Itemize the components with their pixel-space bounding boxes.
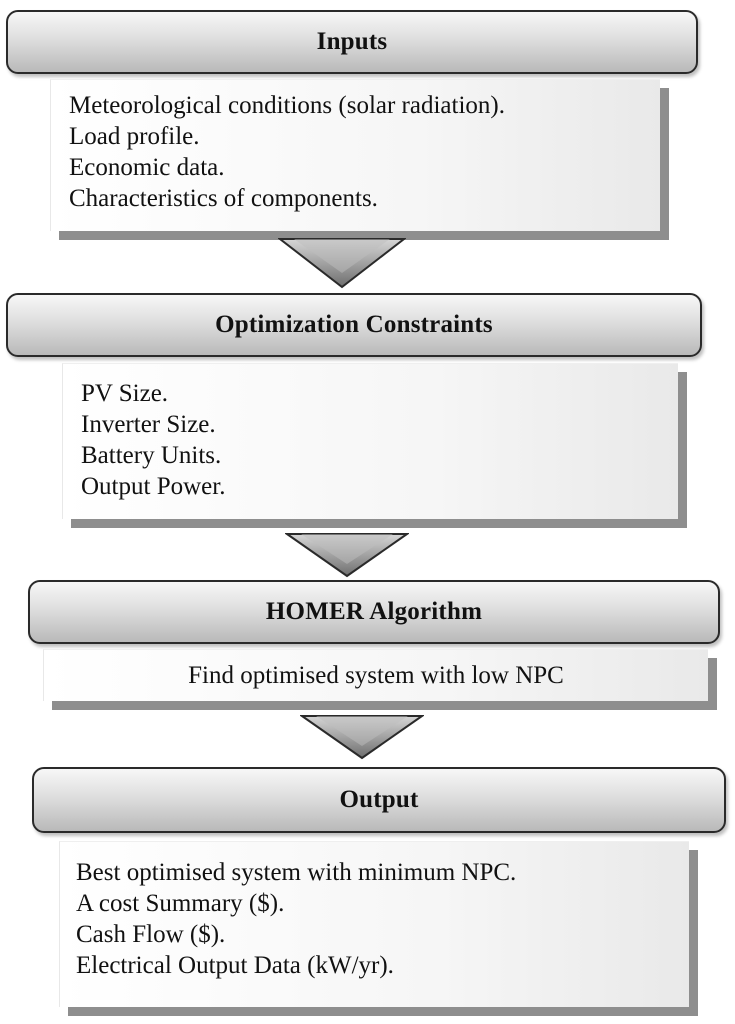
- list-item: Load profile.: [69, 123, 200, 150]
- homer-algorithm-title: HOMER Algorithm: [265, 598, 483, 625]
- list-item: Meteorological conditions (solar radiation).: [69, 92, 505, 119]
- output-header: [32, 767, 726, 833]
- optimization-constraints-header: [6, 293, 702, 357]
- down-arrow-icon: [285, 532, 409, 578]
- list-item: Cash Flow ($).: [76, 921, 226, 948]
- inputs-header: [6, 10, 698, 74]
- list-item: Characteristics of components.: [69, 185, 378, 212]
- optimization-constraints-list: [62, 363, 678, 519]
- output-title: Output: [339, 786, 419, 813]
- list-item: Find optimised system with low NPC: [188, 662, 564, 689]
- inputs-title: Inputs: [316, 28, 388, 55]
- list-item: PV Size.: [81, 380, 169, 407]
- list-item: A cost Summary ($).: [76, 890, 285, 917]
- list-item: Economic data.: [69, 154, 225, 181]
- list-item: Best optimised system with minimum NPC.: [76, 859, 517, 886]
- output-list: [59, 841, 689, 1007]
- homer-algorithm-header: [28, 580, 720, 644]
- optimization-constraints-title: Optimization Constraints: [215, 311, 493, 338]
- list-item: Electrical Output Data (kW/yr).: [76, 952, 394, 979]
- list-item: Output Power.: [81, 473, 226, 500]
- list-item: Inverter Size.: [81, 411, 216, 438]
- inputs-list: [50, 79, 660, 231]
- down-arrow-icon: [278, 237, 406, 289]
- list-item: Battery Units.: [81, 442, 222, 469]
- down-arrow-icon: [300, 714, 424, 760]
- homer-algorithm-description: [43, 649, 708, 701]
